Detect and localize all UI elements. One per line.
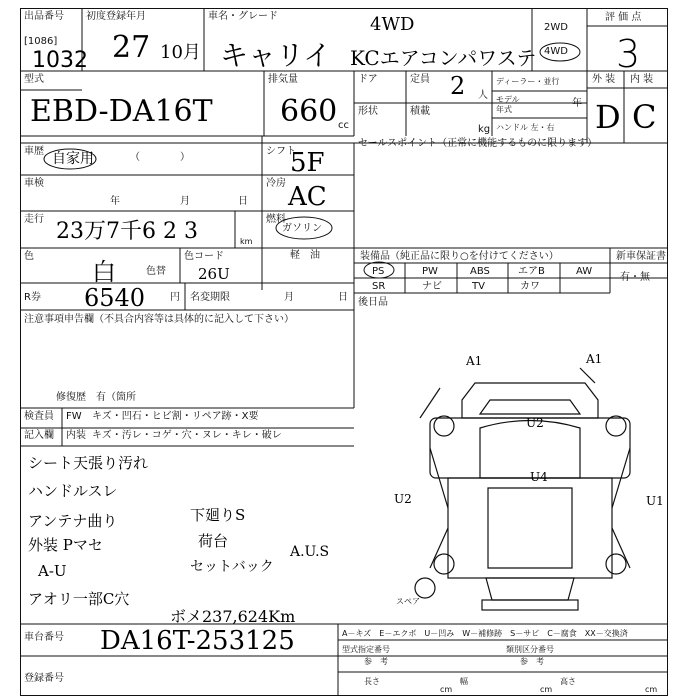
history-value: 自家用 [52,151,94,167]
color-label: 色 [24,251,34,262]
first-reg-month: 10月 [160,42,201,63]
height-unit: cm [645,685,658,694]
odometer-note: ボメ237,624Km [170,607,296,626]
shape-label: 形状 [358,106,378,117]
interior-label: 内 装 [630,74,654,85]
mark-a1-left: A1 [466,354,483,368]
lot-no: 1032 [32,48,88,73]
inspection-day: 日 [238,196,248,207]
drive-note: 4WD [370,14,415,35]
note-1: シート天張り汚れ [28,454,149,472]
warranty-label: 新車保証書 [616,251,666,262]
history-paren: （ ） [130,152,190,163]
type-value: EBD-DA16T [30,94,213,129]
seats-unit: 人 [478,90,488,101]
title-period-month: 月 [284,292,294,303]
auction-sheet [20,8,668,696]
width-label: 幅 [460,677,468,686]
2wd-option: 2WD [544,22,568,33]
type-label: 型式 [24,74,44,85]
4wd-option: 4WD [544,46,568,57]
inspection-year: 年 [110,196,120,207]
inspection-label: 車検 [24,178,44,189]
title-period-label: 名変期限 [190,292,230,303]
mileage-unit: km [240,237,253,246]
grade-score: 3 [616,32,641,76]
seats-value: 2 [450,72,466,100]
ac-label: 冷房 [266,178,286,189]
grade-score-label: 評 価 点 [605,12,642,23]
history-label: 車歴 [24,146,44,157]
displacement-label: 排気量 [268,74,298,85]
capacity-label: 積載 [410,106,430,117]
first-reg-year: 27 [112,30,151,65]
note-right-4: A.U.S [290,544,330,560]
mark-u2-top: U2 [526,416,544,430]
fuel-label: 燃料 [266,214,286,225]
note-right-2: 荷台 [198,532,229,550]
fuel-diesel: 軽 油 [290,250,320,261]
seats-label: 定員 [410,74,430,85]
inspector-label2: 記入欄 [24,430,54,441]
note-4: 外装 Pマセ [28,536,103,554]
spare-label: スペア [396,597,420,606]
equipment-label: 装備品（純正品に限り○を付けてください） [360,251,559,262]
equip-abs: ABS [470,266,490,277]
mark-a1-right: A1 [586,352,603,366]
car-diagram [415,368,630,610]
shift-label: シフト [266,146,296,157]
note-2: ハンドルスレ [28,482,118,500]
model-label: 車名・グレード [208,11,278,22]
damage-legend: A－キズ E－エクボ U－凹み W－補修跡 S－サビ C－腐食 XX－交換済 [342,629,628,638]
reference-1: 参 考 [364,657,388,666]
width-unit: cm [540,685,553,694]
equip-tv: TV [472,281,485,292]
shift-value: 5F [290,148,325,178]
model-year-label1: モデル [496,95,520,104]
title-period-day: 日 [338,292,348,303]
type-designation-label: 型式指定番号 [342,645,390,654]
recycle-unit: 円 [170,292,180,303]
grade: KCエアコンパワステ [350,46,537,70]
note-right-1: 下廻りS [190,506,246,524]
rear-seat-label: 後日品 [358,297,388,308]
length-label: 長さ [364,677,380,686]
color-change-label: 色替 [146,266,166,277]
repair-label: 修復歴 有（箇所 [56,392,136,403]
fw-items: キズ・凹石・ヒビ割・リペア跡・X要 [92,411,259,422]
lot-no-label: 出品番号 [24,11,64,22]
recycle-label: R券 [24,292,41,303]
first-reg-label: 初度登録年月 [86,11,146,22]
equip-aw: AW [576,266,593,277]
color-code-value: 26U [198,265,230,283]
equip-navi: ナビ [422,281,442,292]
fuel-gasoline: ガソリン [282,223,322,234]
caution-label: 注意事項申告欄（不具合内容等は具体的に記入して下さい） [24,314,294,325]
note-right-3: セットバック [190,559,274,575]
capacity-unit: kg [478,124,491,135]
registration-label: 登録番号 [24,673,64,684]
interior-inspect-label: 内装 [66,430,86,441]
displacement-value: 660 [280,94,338,129]
steering-label: ハンドル 左・右 [496,123,555,132]
height-label: 高さ [560,677,576,686]
recycle-value: 6540 [84,284,146,312]
equip-pw: PW [422,266,438,277]
class-designation-label: 類別区分番号 [506,645,554,654]
note-6: アオリ一部C穴 [28,590,130,608]
chassis-label: 車台番号 [24,632,64,643]
model-year-unit: 年 [572,98,582,109]
interior-score: C [632,98,657,136]
sales-point-label: セールスポイント（正常に機能するものに限ります） [358,138,598,149]
color-value: 白 [92,258,116,286]
mileage-label: 走行 [24,214,44,225]
lot-no-code: [1086] [24,36,58,47]
equip-airbag: エアB [518,266,545,277]
equip-sr: SR [372,281,386,292]
displacement-unit: cc [338,120,349,131]
ac-value: AC [288,182,327,212]
interior-items: キズ・汚レ・コゲ・穴・ヌレ・キレ・破レ [92,430,282,441]
exterior-score: D [595,98,621,136]
inspector-label1: 検査員 [24,411,54,422]
dealer-label: ディーラー・並行 [496,77,560,86]
note-5: A-U [38,562,67,580]
model-name: キャリイ [220,39,332,72]
inspection-month: 月 [180,196,190,207]
exterior-label: 外 装 [592,74,616,85]
model-year-label2: 年式 [496,105,512,114]
equip-ps: PS [372,266,385,277]
warranty-value: 有・無 [620,272,650,283]
length-unit: cm [440,685,453,694]
note-3: アンテナ曲り [28,512,118,530]
equip-leather: カワ [520,281,540,292]
reference-2: 参 考 [520,657,544,666]
fw-label: FW [66,411,82,422]
color-code-label: 色コード [184,251,224,262]
doors-label: ドア [358,74,378,85]
chassis-value: DA16T-253125 [100,626,295,656]
mark-u1-right: U1 [646,494,664,508]
mark-u2-left: U2 [394,492,412,506]
mark-u4: U4 [530,470,548,484]
mileage-value: 23万7千6 2 3 [56,219,198,244]
